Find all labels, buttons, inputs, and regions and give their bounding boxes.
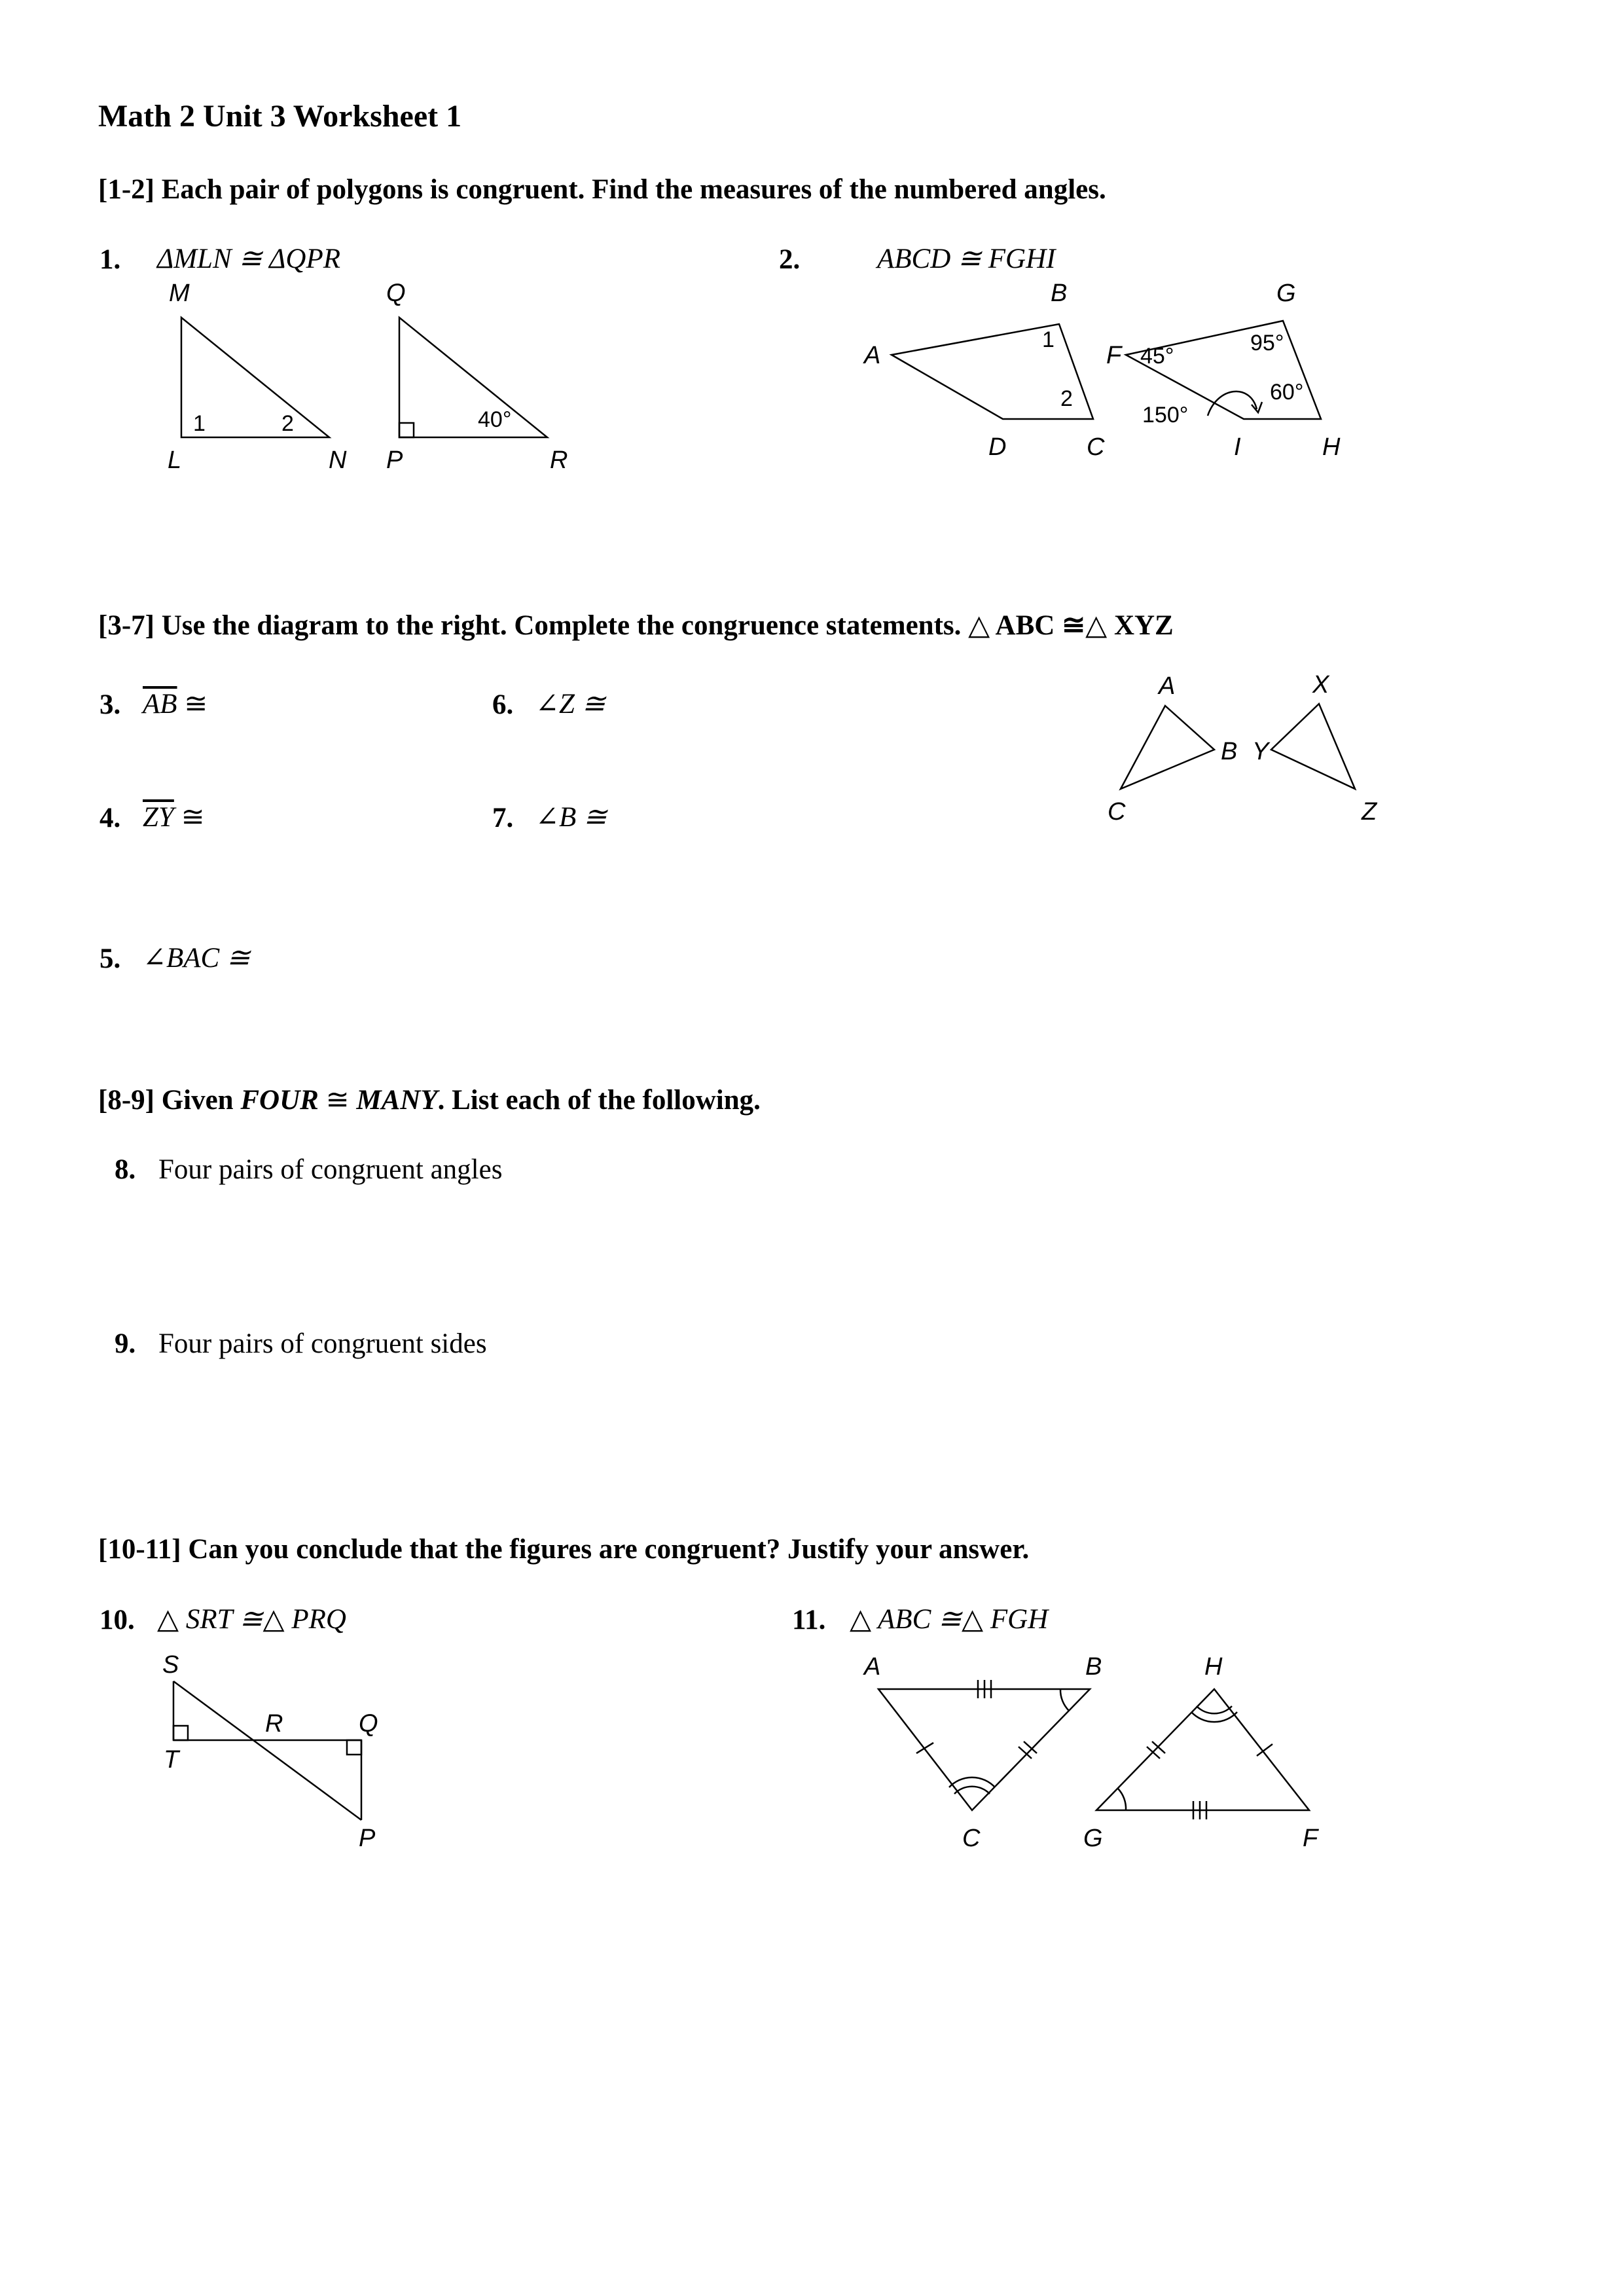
triangle-xyz <box>1271 704 1355 789</box>
angle-2-label: 2 <box>281 411 294 436</box>
vertex-f-label: F <box>1303 1825 1318 1852</box>
single-arc-angle-g <box>1118 1789 1126 1810</box>
angle-150-label: 150° <box>1142 403 1189 428</box>
vertex-b-label: B <box>1085 1653 1102 1681</box>
vertex-i-label: I <box>1234 433 1241 461</box>
section-heading-8-9 <box>98 1084 761 1116</box>
right-angle-mark-q <box>347 1740 361 1755</box>
vertex-g-label: G <box>1276 280 1296 307</box>
question-11-statement: △ ABC ≅△ FGH <box>850 1604 1049 1635</box>
vertex-y-label: Y <box>1252 738 1269 765</box>
question-1-statement: ΔMLN ≅ ΔQPR <box>157 244 341 274</box>
vertex-h-label: H <box>1322 433 1341 461</box>
question-10-statement: △ SRT ≅△ PRQ <box>157 1604 346 1635</box>
section-heading-3-7: [3-7] Use the diagram to the right. Complete the congruence statements. △ ABC ≅△ XYZ <box>98 610 1174 641</box>
question-5-expression: ∠BAC ≅ <box>143 943 251 974</box>
q11-triangles-diagram <box>851 1637 1348 1853</box>
vertex-t-label: T <box>164 1746 179 1774</box>
question-7-expression: ∠B ≅ <box>535 802 607 833</box>
vertex-n-label: N <box>329 446 347 474</box>
vertex-a-label: A <box>864 342 881 369</box>
page-title: Math 2 Unit 3 Worksheet 1 <box>98 99 462 134</box>
vertex-z-label: Z <box>1362 798 1377 826</box>
angle-95-label: 95° <box>1250 331 1284 355</box>
question-number-11: 11. <box>792 1605 826 1635</box>
vertex-a-label: A <box>1159 672 1176 700</box>
right-angle-mark-t <box>173 1726 188 1740</box>
q2-quadrilaterals-diagram <box>851 275 1388 478</box>
q1-triangles-diagram <box>157 275 576 484</box>
congruent-symbol: ≅ <box>181 802 205 833</box>
question-4-expression <box>143 801 205 833</box>
heading-text: [8-9] Given <box>98 1085 241 1116</box>
polygon-many: MANY <box>356 1085 438 1116</box>
angle-60-label: 60° <box>1270 380 1304 405</box>
angle-45-label: 45° <box>1140 344 1174 369</box>
segment-zy: $\overline{ZY}$ <box>143 802 174 833</box>
congruent-symbol: ≅ <box>318 1085 357 1116</box>
question-number-1: 1. <box>99 244 121 275</box>
single-arc-angle-b <box>1060 1689 1069 1711</box>
double-arc-angle-c <box>954 1787 990 1794</box>
question-number-8: 8. <box>115 1154 136 1185</box>
triangle-abc <box>1121 706 1214 789</box>
vertex-a-label: A <box>864 1653 881 1681</box>
angle-1-label: 1 <box>1042 327 1055 352</box>
polygon-four: FOUR <box>240 1085 319 1116</box>
question-number-6: 6. <box>492 689 514 720</box>
question-number-3: 3. <box>99 689 121 720</box>
vertex-c-label: C <box>1108 798 1126 826</box>
vertex-b-label: B <box>1051 280 1068 307</box>
question-6-expression: ∠Z ≅ <box>535 689 605 720</box>
vertex-p-label: P <box>359 1825 376 1852</box>
question-8-text: Four pairs of congruent angles <box>158 1154 503 1185</box>
heading-text: . List each of the following. <box>437 1085 761 1116</box>
segment-ab: $\overline{AB}$ <box>143 689 177 720</box>
vertex-f-label: F <box>1106 342 1122 369</box>
vertex-r-label: R <box>265 1710 283 1738</box>
question-number-7: 7. <box>492 803 514 833</box>
angle-1-label: 1 <box>193 411 206 436</box>
vertex-q-label: Q <box>359 1710 378 1738</box>
q3-7-triangles-diagram <box>1087 661 1401 838</box>
q10-triangles-diagram <box>151 1637 412 1853</box>
question-2-statement: ABCD ≅ FGHI <box>877 244 1056 274</box>
triangle-qpr <box>399 318 547 437</box>
triangle-fgh <box>1096 1689 1309 1810</box>
vertex-b-label: B <box>1221 738 1238 765</box>
vertex-g-label: G <box>1083 1825 1103 1852</box>
double-arc-angle-h <box>1197 1706 1232 1713</box>
section-heading-1-2: [1-2] Each pair of polygons is congruent. Find the measures of the numbered angles. <box>98 174 1106 205</box>
question-number-2: 2. <box>779 244 801 275</box>
vertex-d-label: D <box>988 433 1007 461</box>
vertex-c-label: C <box>962 1825 981 1852</box>
question-number-4: 4. <box>99 803 121 833</box>
single-tick-ac <box>916 1743 933 1753</box>
question-number-5: 5. <box>99 943 121 974</box>
vertex-c-label: C <box>1087 433 1105 461</box>
section-heading-10-11: [10-11] Can you conclude that the figures are congruent? Justify your answer. <box>98 1534 1030 1565</box>
question-3-expression <box>143 687 208 720</box>
vertex-l-label: L <box>168 446 182 474</box>
vertex-x-label: X <box>1312 671 1329 699</box>
vertex-p-label: P <box>386 446 403 474</box>
vertex-h-label: H <box>1204 1653 1223 1681</box>
vertex-r-label: R <box>550 446 568 474</box>
vertex-q-label: Q <box>386 280 406 307</box>
vertex-s-label: S <box>162 1651 179 1679</box>
question-number-10: 10. <box>99 1605 135 1635</box>
question-number-9: 9. <box>115 1328 136 1359</box>
right-angle-mark-p <box>399 423 414 437</box>
segment-sp <box>173 1681 361 1820</box>
angle-2-label: 2 <box>1060 386 1073 411</box>
question-9-text: Four pairs of congruent sides <box>158 1328 487 1359</box>
congruent-symbol: ≅ <box>184 689 208 720</box>
vertex-m-label: M <box>169 280 190 307</box>
angle-40-label: 40° <box>478 407 512 432</box>
triangle-abc <box>878 1689 1090 1810</box>
